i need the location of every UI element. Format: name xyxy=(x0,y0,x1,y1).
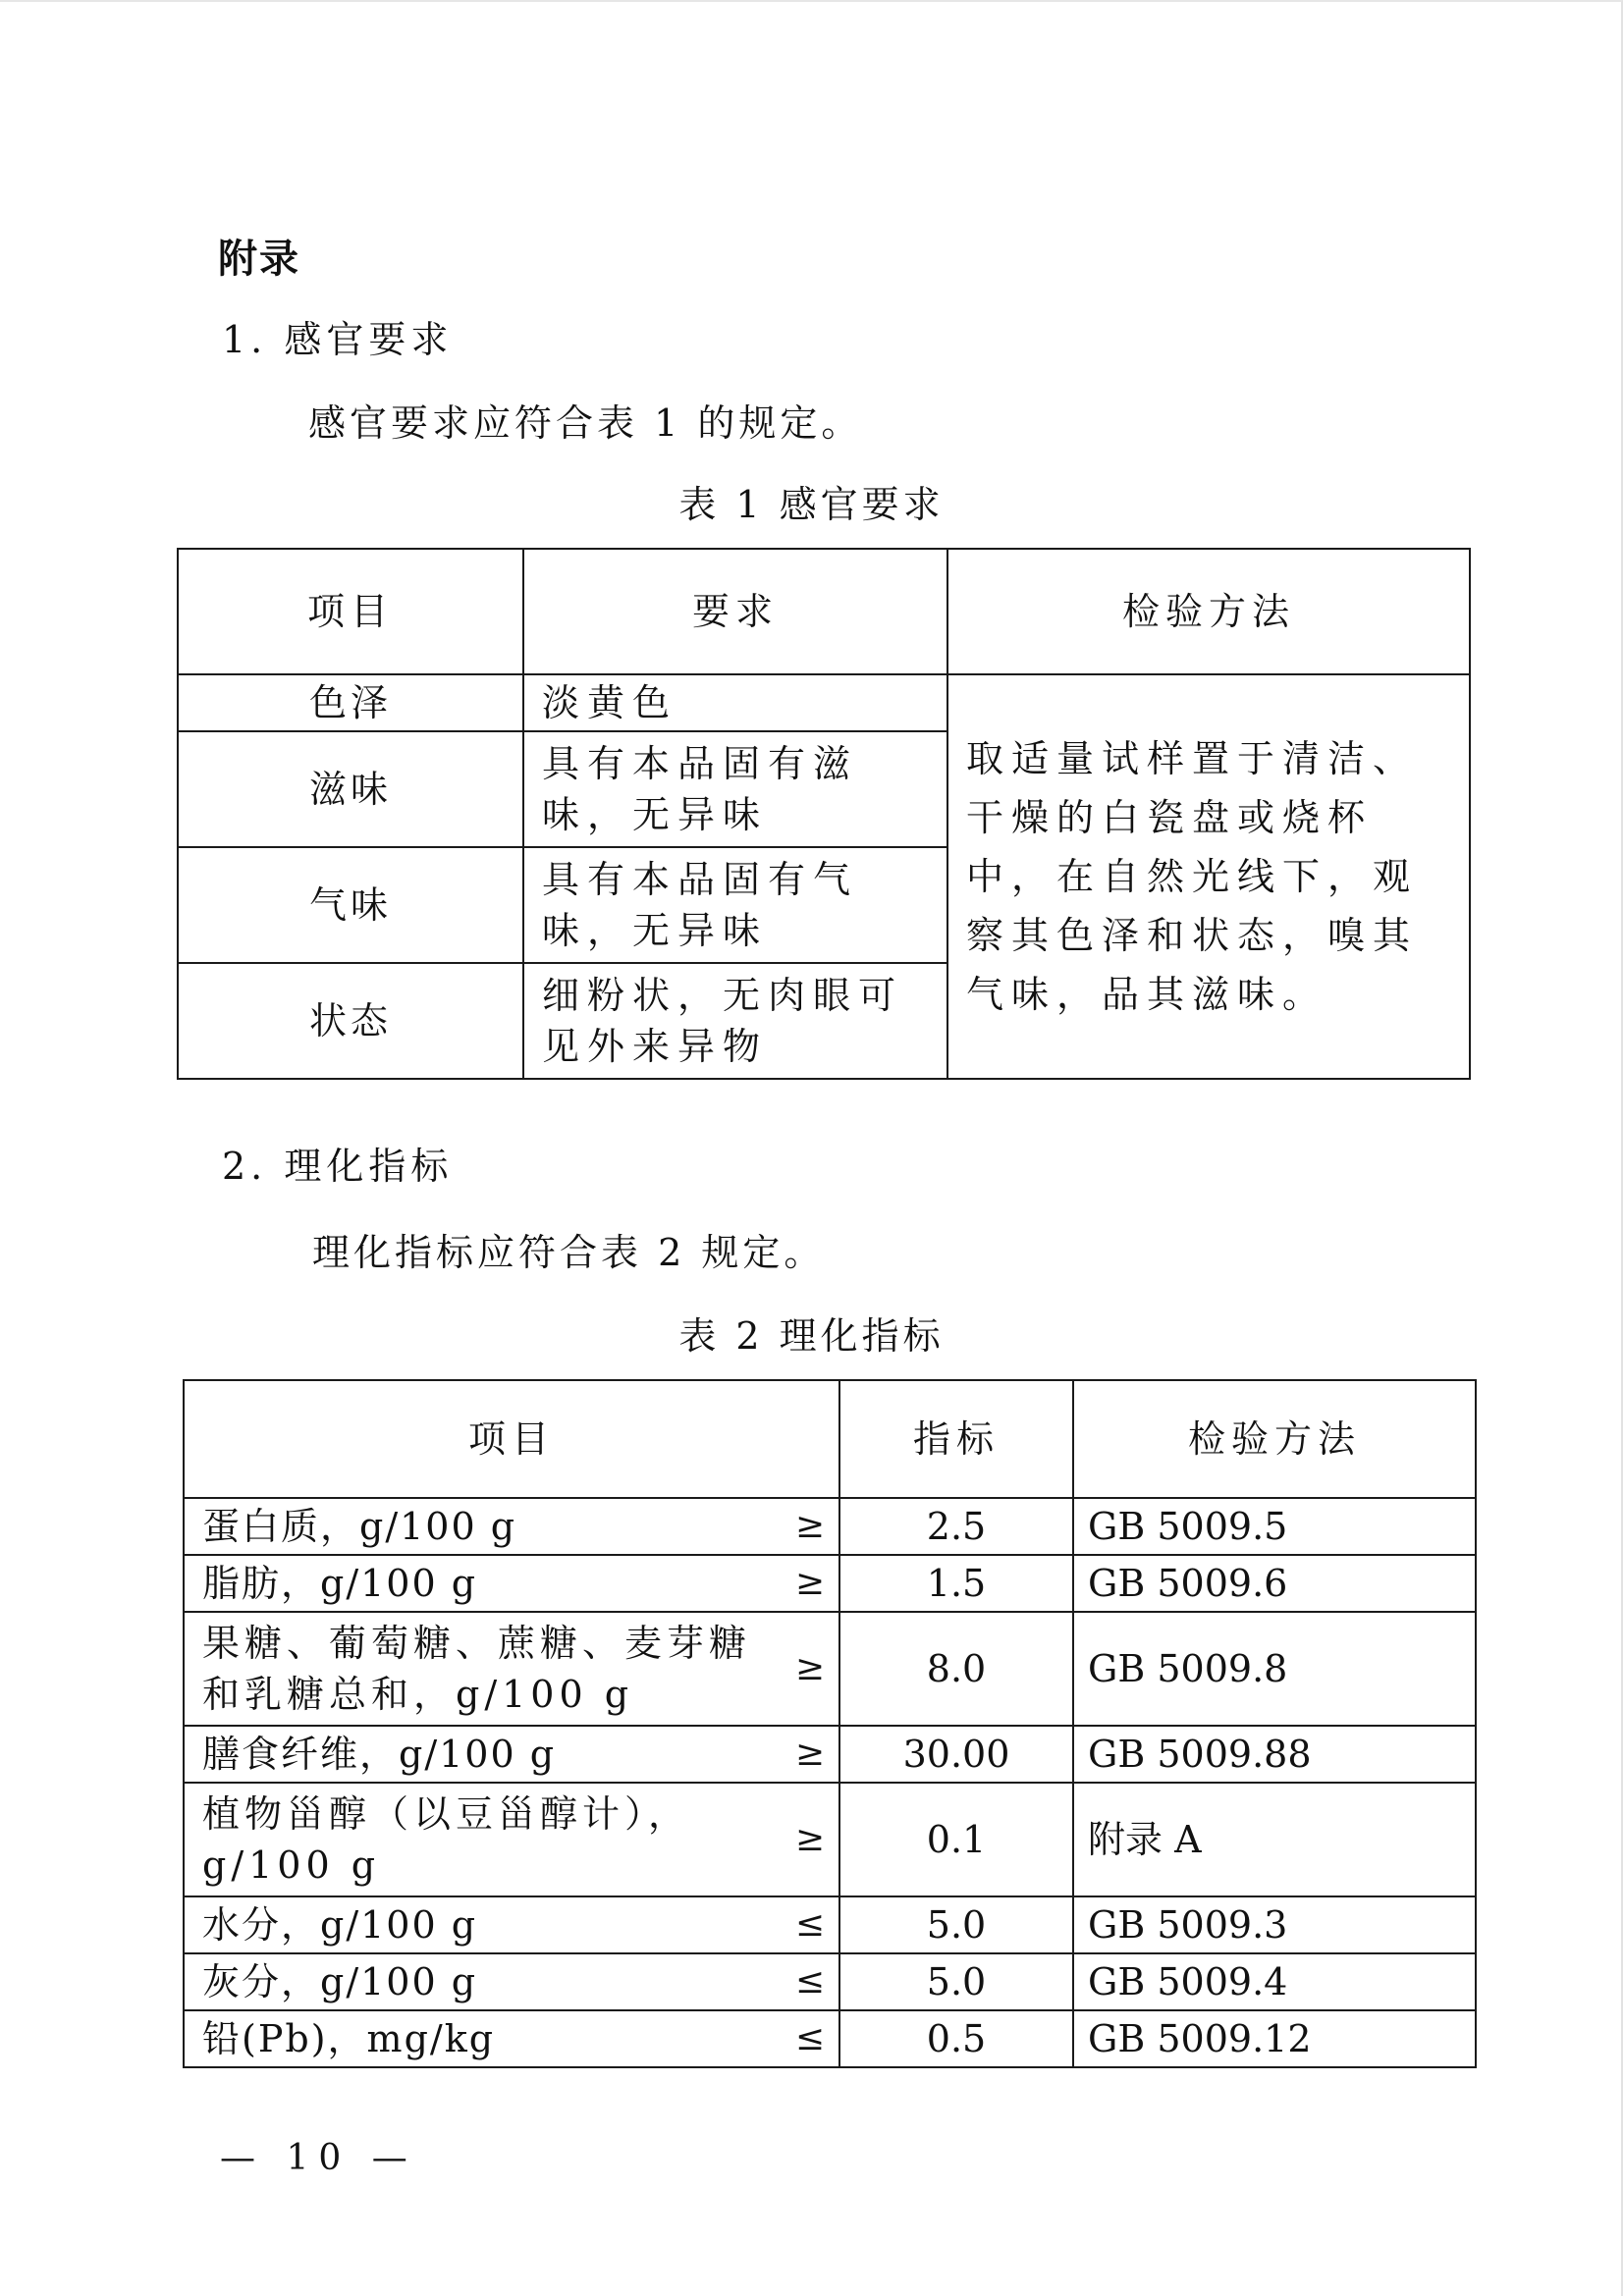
row-item: 植物甾醇（以豆甾醇计），g/100 g xyxy=(202,1792,691,1887)
row-item-cell xyxy=(184,1953,839,2010)
table-row xyxy=(184,1726,1476,1783)
table2-header-method: 检验方法 xyxy=(1073,1380,1476,1498)
table-row xyxy=(184,1896,1476,1953)
inspection-method-cell: 取适量试样置于清洁、干燥的白瓷盘或烧杯中，在自然光线下，观察其色泽和状态，嗅其气味，品其滋味。 xyxy=(947,674,1470,1079)
table2-header-row xyxy=(184,1380,1476,1498)
table1-header-method: 检验方法 xyxy=(947,549,1470,674)
row-item: 滋味 xyxy=(178,731,523,847)
sensory-requirements-table xyxy=(177,548,1471,1080)
row-method: GB 5009.88 xyxy=(1073,1726,1476,1783)
row-method: GB 5009.8 xyxy=(1073,1612,1476,1726)
row-item-cell xyxy=(184,1896,839,1953)
page-number: — 10 — xyxy=(220,2138,417,2178)
table-row xyxy=(184,1783,1476,1896)
table1-header-row xyxy=(178,549,1470,674)
row-item: 色泽 xyxy=(178,674,523,731)
section-heading-physicochemical: 2. 理化指标 xyxy=(222,1145,454,1188)
row-item: 气味 xyxy=(178,847,523,963)
row-item-cell xyxy=(184,1612,839,1726)
row-item-cell xyxy=(184,2010,839,2067)
row-requirement: 淡黄色 xyxy=(523,674,947,731)
physicochemical-intro-paragraph: 理化指标应符合表 2 规定。 xyxy=(312,1231,826,1274)
row-item: 状态 xyxy=(178,963,523,1079)
row-item: 果糖、葡萄糖、蔗糖、麦芽糖和乳糖总和，g/100 g xyxy=(202,1622,752,1716)
sensory-intro-paragraph: 感官要求应符合表 1 的规定。 xyxy=(308,401,863,445)
row-item: 蛋白质，g/100 g xyxy=(202,1505,517,1548)
row-method: 附录 A xyxy=(1073,1783,1476,1896)
row-method: GB 5009.12 xyxy=(1073,2010,1476,2067)
row-requirement: 具有本品固有气味，无异味 xyxy=(523,847,947,963)
row-item: 灰分，g/100 g xyxy=(202,1960,478,2003)
row-value: 0.1 xyxy=(839,1783,1073,1896)
table-row xyxy=(184,2010,1476,2067)
row-method: GB 5009.6 xyxy=(1073,1555,1476,1612)
appendix-title: 附录 xyxy=(218,237,300,282)
row-item-cell xyxy=(184,1498,839,1555)
comparison-symbol: ≥ xyxy=(794,1506,827,1546)
comparison-symbol: ≥ xyxy=(794,1734,827,1774)
comparison-symbol: ≤ xyxy=(794,1904,827,1945)
row-value: 0.5 xyxy=(839,2010,1073,2067)
comparison-symbol: ≤ xyxy=(794,1961,827,2002)
row-method: GB 5009.3 xyxy=(1073,1896,1476,1953)
row-item-cell xyxy=(184,1783,839,1896)
comparison-symbol: ≥ xyxy=(794,1648,827,1688)
row-requirement: 细粉状，无肉眼可见外来异物 xyxy=(523,963,947,1079)
table2-caption: 表 2 理化指标 xyxy=(678,1314,945,1358)
row-value: 2.5 xyxy=(839,1498,1073,1555)
table-row xyxy=(178,674,1470,731)
table2-header-item: 项目 xyxy=(184,1380,839,1498)
row-item: 脂肪，g/100 g xyxy=(202,1562,478,1605)
row-item: 铅(Pb)，mg/kg xyxy=(202,2017,496,2060)
row-value: 5.0 xyxy=(839,1953,1073,2010)
table1-caption: 表 1 感官要求 xyxy=(678,483,945,526)
row-method: GB 5009.4 xyxy=(1073,1953,1476,2010)
table2-header-indicator: 指标 xyxy=(839,1380,1073,1498)
table-row xyxy=(184,1498,1476,1555)
row-value: 8.0 xyxy=(839,1612,1073,1726)
table1-header-requirement: 要求 xyxy=(523,549,947,674)
comparison-symbol: ≥ xyxy=(794,1819,827,1859)
row-value: 30.00 xyxy=(839,1726,1073,1783)
row-requirement: 具有本品固有滋味，无异味 xyxy=(523,731,947,847)
table-row xyxy=(184,1953,1476,2010)
section-heading-sensory: 1. 感官要求 xyxy=(222,318,454,361)
table-row xyxy=(184,1555,1476,1612)
row-item-cell xyxy=(184,1555,839,1612)
comparison-symbol: ≥ xyxy=(794,1563,827,1603)
physicochemical-table xyxy=(183,1379,1477,2068)
row-method: GB 5009.5 xyxy=(1073,1498,1476,1555)
row-item-cell xyxy=(184,1726,839,1783)
row-value: 1.5 xyxy=(839,1555,1073,1612)
row-item: 膳食纤维，g/100 g xyxy=(202,1733,557,1776)
table-row xyxy=(184,1612,1476,1726)
table1-header-item: 项目 xyxy=(178,549,523,674)
row-item: 水分，g/100 g xyxy=(202,1903,478,1947)
comparison-symbol: ≤ xyxy=(794,2018,827,2058)
row-value: 5.0 xyxy=(839,1896,1073,1953)
